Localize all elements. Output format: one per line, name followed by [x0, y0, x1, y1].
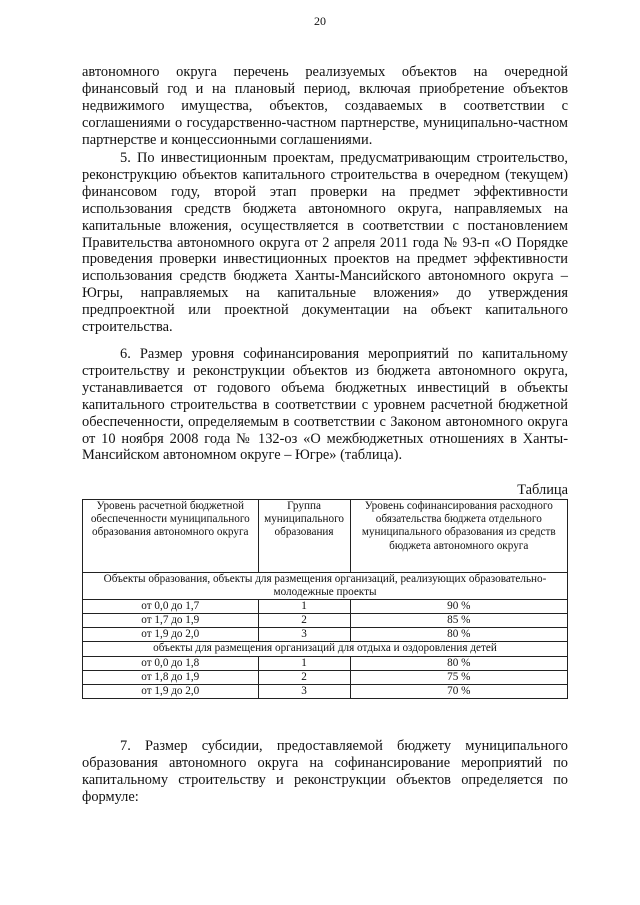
group-title-recreation: объекты для размещения организаций для отдыха и оздоровления детей — [83, 642, 568, 656]
cell-group: 2 — [258, 670, 350, 684]
paragraph-7 — [82, 738, 568, 806]
header-municipality-group: Группа муниципального образования — [258, 500, 350, 573]
table-row — [83, 670, 568, 684]
table-header-row — [83, 500, 568, 573]
cell-level: от 1,8 до 1,9 — [83, 670, 259, 684]
table-group-row — [83, 642, 568, 656]
header-cofinancing-level: Уровень софинансирования расходного обязательства бюджета отдельного муниципального образования из средств бюджета автономного округа — [350, 500, 567, 573]
cell-group: 3 — [258, 684, 350, 698]
cofinancing-table — [82, 499, 568, 699]
paragraph-text: 5. По инвестиционным проектам, предусматривающим строительство, реконструкцию объектов капитального строительства в очередном (текущем) финансовом году, второй этап проверки на предмет эффективности использования средств бюджета автономного округа, направляемых на капитальные вложения, осуществляется в соответствии с постановлением Правительства автономного округа от 2 апреля 2011 года № 93-п «О Порядке проведения проверки инвестиционных проектов на предмет эффективности использования средств бюджета Ханты-Мансийского автономного округа – Югры, направляемых на капитальные вложения» до утверждения предпроектной или проектной документации на объект капитального строительства. — [82, 150, 568, 336]
cell-rate: 80 % — [350, 628, 567, 642]
paragraph-continuation — [82, 64, 568, 149]
cell-rate: 90 % — [350, 600, 567, 614]
paragraph-6 — [82, 346, 568, 464]
paragraph-text: 6. Размер уровня софинансирования мероприятий по капитальному строительству и реконструкции объектов из бюджета автономного округа, устанавливается от годового объема бюджетных инвестиций в объекты капитального строительства в соответствии с уровнем расчетной бюджетной обеспеченности, определяемым в соответствии с Законом автономного округа от 10 ноября 2008 года № 132-оз «О межбюджетных отношениях в Ханты-Мансийском автономном округе – Югре» (таблица). — [82, 346, 568, 464]
cell-rate: 75 % — [350, 670, 567, 684]
page-number: 20 — [314, 14, 326, 28]
cell-level: от 1,7 до 1,9 — [83, 614, 259, 628]
cell-group: 2 — [258, 614, 350, 628]
group-title-education: Объекты образования, объекты для размещения организаций, реализующих образовательно-молодежные проекты — [83, 573, 568, 600]
paragraph-5 — [82, 150, 568, 336]
cell-level: от 0,0 до 1,8 — [83, 656, 259, 670]
cell-level: от 1,9 до 2,0 — [83, 628, 259, 642]
table-row — [83, 656, 568, 670]
header-budget-level: Уровень расчетной бюджетной обеспеченности муниципального образования автономного округа — [83, 500, 259, 573]
table-group-row — [83, 573, 568, 600]
cell-group: 1 — [258, 600, 350, 614]
paragraph-text: автономного округа перечень реализуемых объектов на очередной финансовый год и на плановый период, включая приобретение объектов недвижимого имущества, объектов, создаваемых в соответствии с соглашениями о государственно-частном партнерстве, муниципально-частном партнерстве и концессионными соглашениями. — [82, 64, 568, 148]
cell-rate: 80 % — [350, 656, 567, 670]
cell-level: от 0,0 до 1,7 — [83, 600, 259, 614]
cell-group: 1 — [258, 656, 350, 670]
table-row — [83, 628, 568, 642]
cell-level: от 1,9 до 2,0 — [83, 684, 259, 698]
table-caption: Таблица — [517, 482, 568, 498]
cell-rate: 85 % — [350, 614, 567, 628]
table-row — [83, 600, 568, 614]
table-row — [83, 614, 568, 628]
cell-group: 3 — [258, 628, 350, 642]
table-row — [83, 684, 568, 698]
cell-rate: 70 % — [350, 684, 567, 698]
paragraph-text: 7. Размер субсидии, предоставляемой бюджету муниципального образования автономного округа на софинансирование мероприятий по капитальному строительству и реконструкции объектов определяется по формуле: — [82, 738, 568, 805]
